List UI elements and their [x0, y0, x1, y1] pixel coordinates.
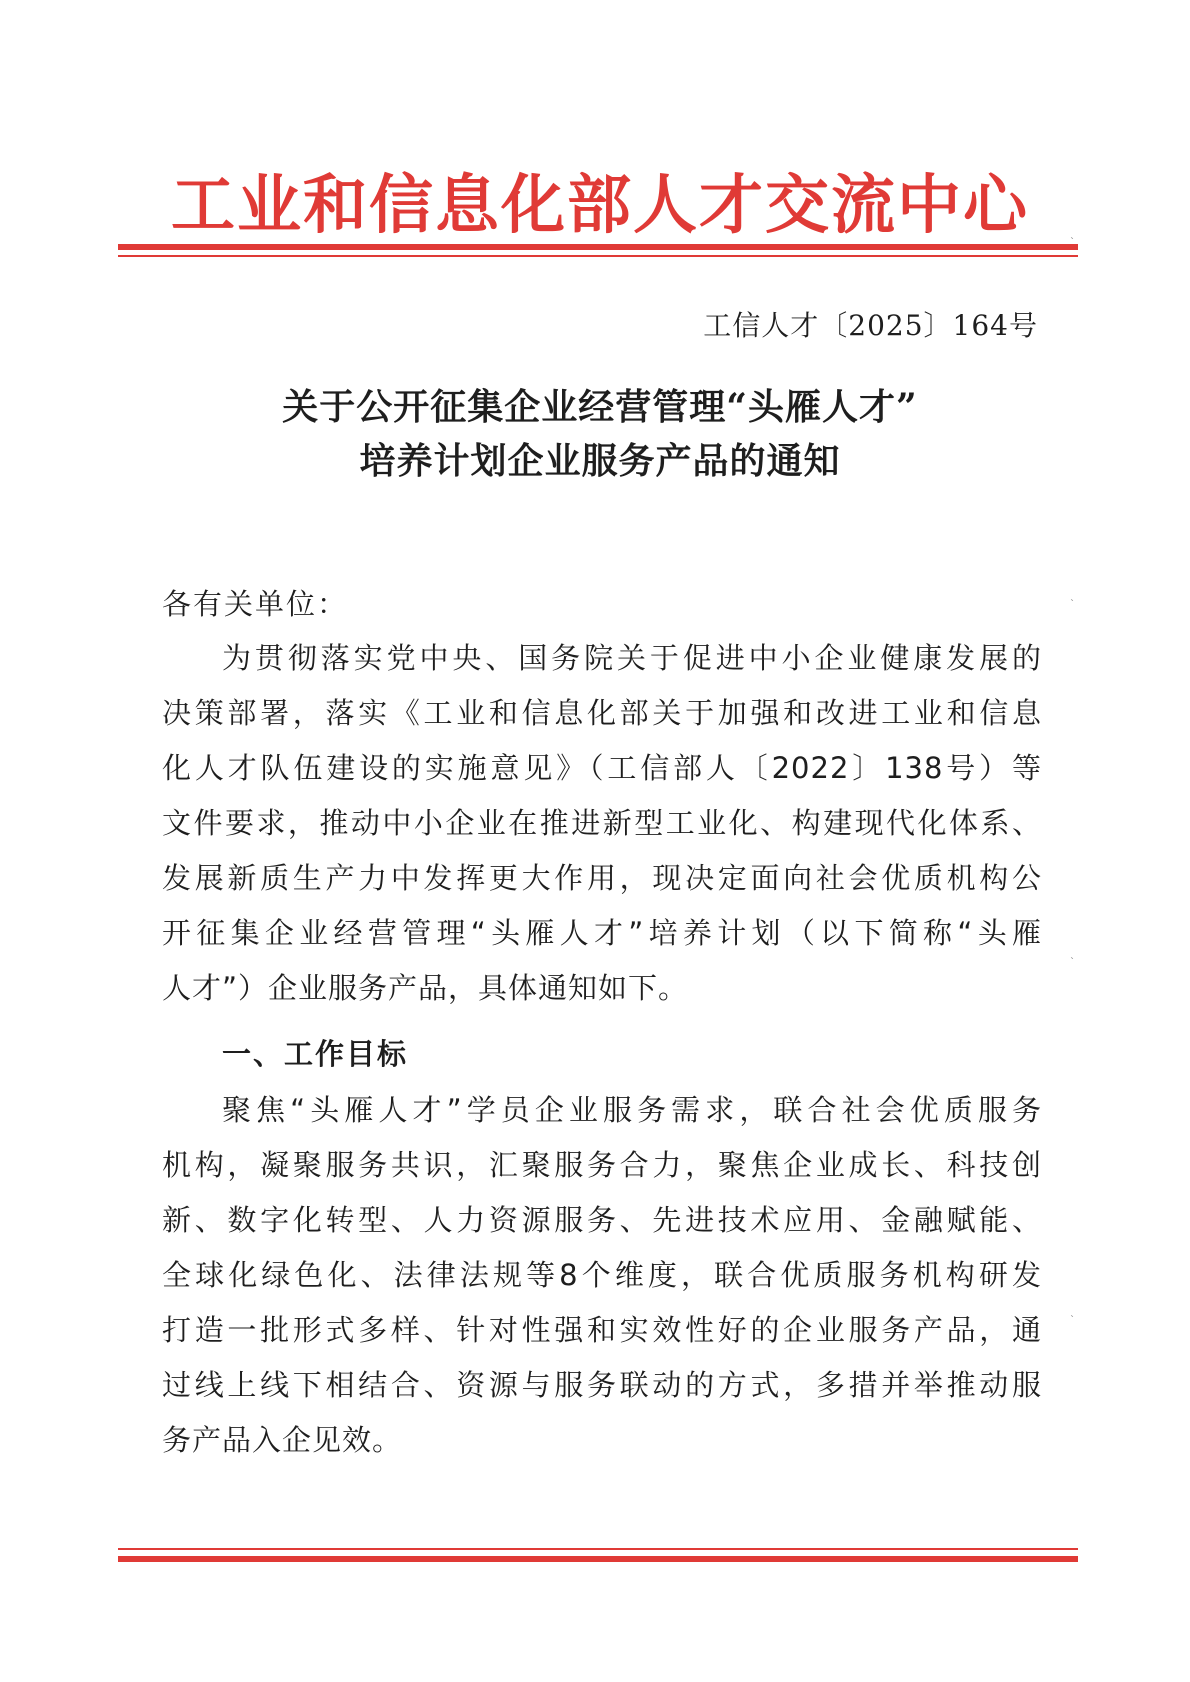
scan-artifact: `: [1070, 237, 1075, 248]
paragraph-line: 文件要求，推动中小企业在推进新型工业化、构建现代化体系、: [162, 806, 1042, 840]
paragraph-line: 化人才队伍建设的实施意见》（工信部人〔2022〕138号）等: [162, 751, 1042, 785]
document-title-line-2: 培养计划企业服务产品的通知: [359, 440, 841, 482]
document-number: 工信人才〔2025〕164号: [703, 309, 1038, 342]
paragraph-line: 开征集企业经营管理“头雁人才”培养计划（以下简称“头雁: [162, 916, 1042, 950]
paragraph-line: 过线上线下相结合、资源与服务联动的方式，多措并举推动服: [162, 1368, 1042, 1402]
paragraph-line: 人才”）企业服务产品，具体通知如下。: [162, 971, 689, 1005]
paragraph-line: 务产品入企见效。: [162, 1423, 403, 1457]
scan-artifact: `: [1070, 599, 1075, 610]
salutation: 各有关单位：: [162, 587, 349, 621]
section-heading: 一、工作目标: [222, 1037, 409, 1071]
paragraph-line: 新、数字化转型、人力资源服务、先进技术应用、金融赋能、: [162, 1203, 1042, 1237]
paragraph-line: 决策部署，落实《工业和信息化部关于加强和改进工业和信息: [162, 696, 1042, 730]
header-rule-thin: [118, 255, 1078, 257]
paragraph-line: 机构，凝聚服务共识，汇聚服务合力，聚焦企业成长、科技创: [162, 1148, 1042, 1182]
scan-artifact: `: [1070, 957, 1075, 968]
organization-header: 工业和信息化部人才交流中心: [171, 168, 1029, 243]
footer-rule-thin: [118, 1548, 1078, 1550]
paragraph-line: 聚焦“头雁人才”学员企业服务需求，联合社会优质服务: [222, 1093, 1042, 1127]
scan-artifact: `: [1070, 1315, 1075, 1326]
document-title-line-1: 关于公开征集企业经营管理“头雁人才”: [282, 386, 918, 428]
paragraph-line: 全球化绿色化、法律法规等8个维度，联合优质服务机构研发: [162, 1258, 1042, 1292]
paragraph-line: 发展新质生产力中发挥更大作用，现决定面向社会优质机构公: [162, 861, 1042, 895]
paragraph-line: 为贯彻落实党中央、国务院关于促进中小企业健康发展的: [222, 641, 1042, 675]
paragraph-line: 打造一批形式多样、针对性强和实效性好的企业服务产品，通: [162, 1313, 1042, 1347]
header-rule-thick: [118, 244, 1078, 250]
footer-rule-thick: [118, 1556, 1078, 1562]
